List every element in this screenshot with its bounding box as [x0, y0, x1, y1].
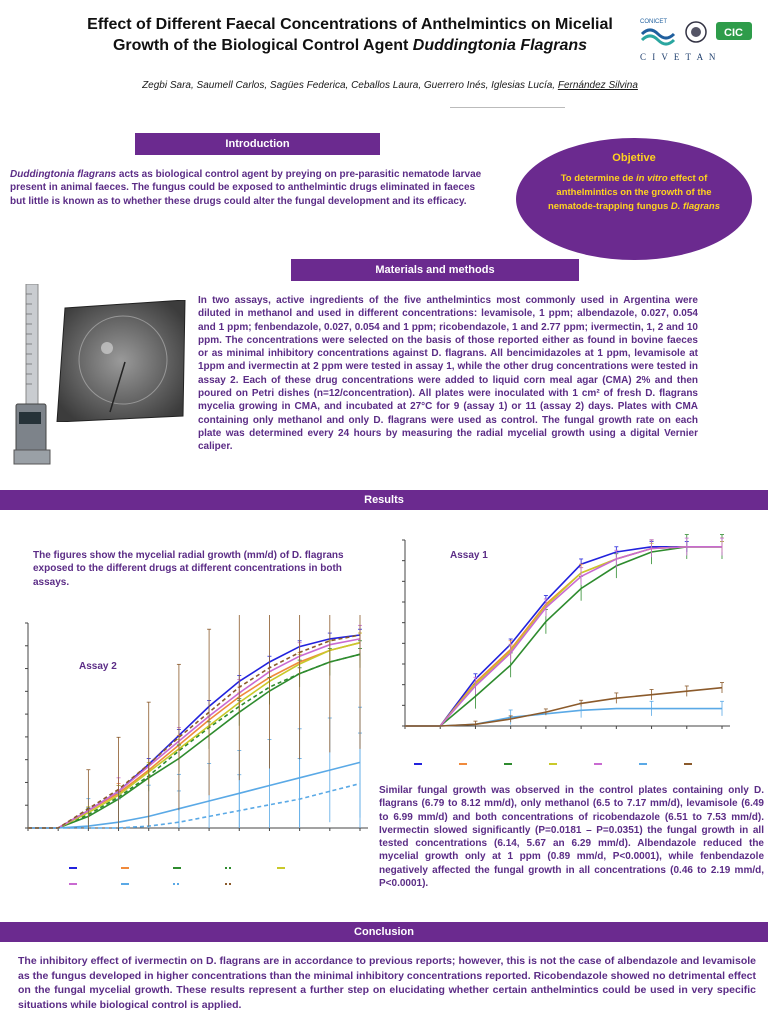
series-line — [405, 547, 722, 726]
results-text: Similar fungal growth was observed in the control plates containing only D. flagrans (6.79 to 8.12 mm/d), only methanol (6.5 to 7.17 mm/d), levamisole (6.49 to 6.99 mm/d) and both concentrations of ricobendazole (6.51 to 7.53 mm/d). Ivermectin slowed significantly (P=0.0181 – P=0.0351) the fungal growth in all tested concentrations (6.14, 5.67 an 6.29 mm/d). Albendazole reduced the mycelial growth only at 1 ppm (0.89 mm/d, P<0.0001), while fenbendazole negatively affected the fungal growth in all concentrations (0.46 to 2.19 mm/d, P<0.0001). — [379, 785, 764, 890]
introduction-text — [10, 168, 488, 208]
conclusion-text: The inhibitory effect of ivermectin on D. flagrans are in accordance to previous reports; however, this is not the case of albendazole and levamisole as the fungus developed in higher concentrations than the minimal inhibitory concentrations reported. Ricobendazole showed no detrimental effect on the fungal mycelial growth. These results represent a further step on elucidating whether certain anthelmintics could be used in very specific situations while biological control is applied. — [18, 955, 756, 1011]
series-line — [405, 547, 722, 726]
objective-text — [542, 172, 726, 214]
petri-dish-photo — [55, 300, 190, 422]
presenting-author: Fernández Silvina — [557, 80, 638, 91]
series-line — [405, 688, 722, 726]
chart-assay-1 — [370, 530, 760, 770]
section-header-results: Results — [0, 490, 768, 510]
svg-text:CIC: CIC — [724, 27, 743, 39]
caliper-photo — [8, 284, 54, 470]
authors-list: Zegbi Sara, Saumell Carlos, Sagües Federica, Ceballos Laura, Guerrero Inés, Iglesias Lucía, — [142, 80, 558, 91]
series-line — [28, 654, 360, 828]
title-species: Duddingtonia Flagrans — [412, 37, 588, 54]
series-line — [405, 547, 722, 726]
series-line — [405, 547, 722, 726]
chart-assay-2 — [5, 615, 375, 890]
assay-title: Assay 1 — [450, 550, 488, 561]
figures-description: The figures show the mycelial radial growth (mm/d) of D. flagrans exposed to the different drugs at different concentrations in both assays. — [33, 550, 344, 588]
logo-conicet-text: CONICET — [640, 19, 667, 25]
series-line — [28, 784, 360, 828]
objective-bubble — [516, 138, 752, 260]
civetan-logo — [640, 14, 758, 66]
title-line-2 — [60, 35, 640, 56]
objective-heading: Objetive — [612, 152, 656, 164]
objective-text-2: effect of anthelmintics on the growth of the nematode-trapping fungus — [547, 173, 712, 212]
objective-in-vitro: in vitro — [636, 173, 668, 184]
series-line — [28, 643, 360, 828]
intro-body: acts as biological control agent by preying on pre-parasitic nematode larvae present in animal faeces. The fungus could be exposed to anthelmintic drugs eliminated in faeces but little is known as to whether these drugs could alter the fungal development and its efficacy. — [10, 169, 482, 207]
authors-line — [40, 80, 740, 91]
series-line — [28, 654, 360, 828]
section-header-introduction: Introduction — [135, 133, 380, 155]
logo-graphic — [640, 14, 758, 66]
author-divider — [450, 107, 565, 108]
title-line-1: Effect of Different Faecal Concentrations of Anthelmintics on Micelial — [87, 16, 613, 33]
series-line — [28, 643, 360, 828]
objective-species: D. flagrans — [670, 201, 721, 212]
poster-title — [60, 14, 640, 56]
section-header-conclusion: Conclusion — [0, 922, 768, 942]
intro-species: Duddingtonia flagrans — [10, 169, 117, 180]
logo-civetan-text: C I V E T A N — [640, 52, 718, 62]
title-line-2-text: Growth of the Biological Control Agent — [112, 37, 413, 54]
assay-title: Assay 2 — [79, 661, 117, 672]
series-line — [405, 547, 722, 726]
materials-text: In two assays, active ingredients of the five anthelmintics most commonly used in Argentina were diluted in methanol and used in different concentrations: levamisole, 1 ppm; albendazole, 0.027, 0.054 and 1 ppm; fenbendazole, 0.027, 0.054 and 1 ppm; ricobendazole, 1 and 2.77 ppm; ivermectin, 1, 2 and 10 ppm. The concentrations were selected on the basis of those reported either as found in bovine faeces or as minimal inhibitory concentrations against D. flagrans. All bencimidazoles at 1 ppm, levamisole at 1ppm and ivermectin at 2 ppm were tested in assay 1, while the other drug concentrations were tested in assay 2. Each of these drug concentrations were added to liquid corn meal agar (CMA) 2% and then poured on Petri dishes (n=12/concentration). All plates were inoculated with 1 cm² of fresh D. flagrans mycelia growing in CMA, and incubated at 27°C for 9 (assay 1) or 11 (assay 2) days. Plates with CMA containing only methanol and only D. flagrans were used as control. The fungal growth rate on each plate was determined every 24 hours by measuring the radial mycelial growth using a digital Vernier caliper. — [198, 295, 698, 453]
section-header-materials: Materials and methods — [291, 259, 579, 281]
objective-text-1: To determine de — [560, 173, 637, 184]
